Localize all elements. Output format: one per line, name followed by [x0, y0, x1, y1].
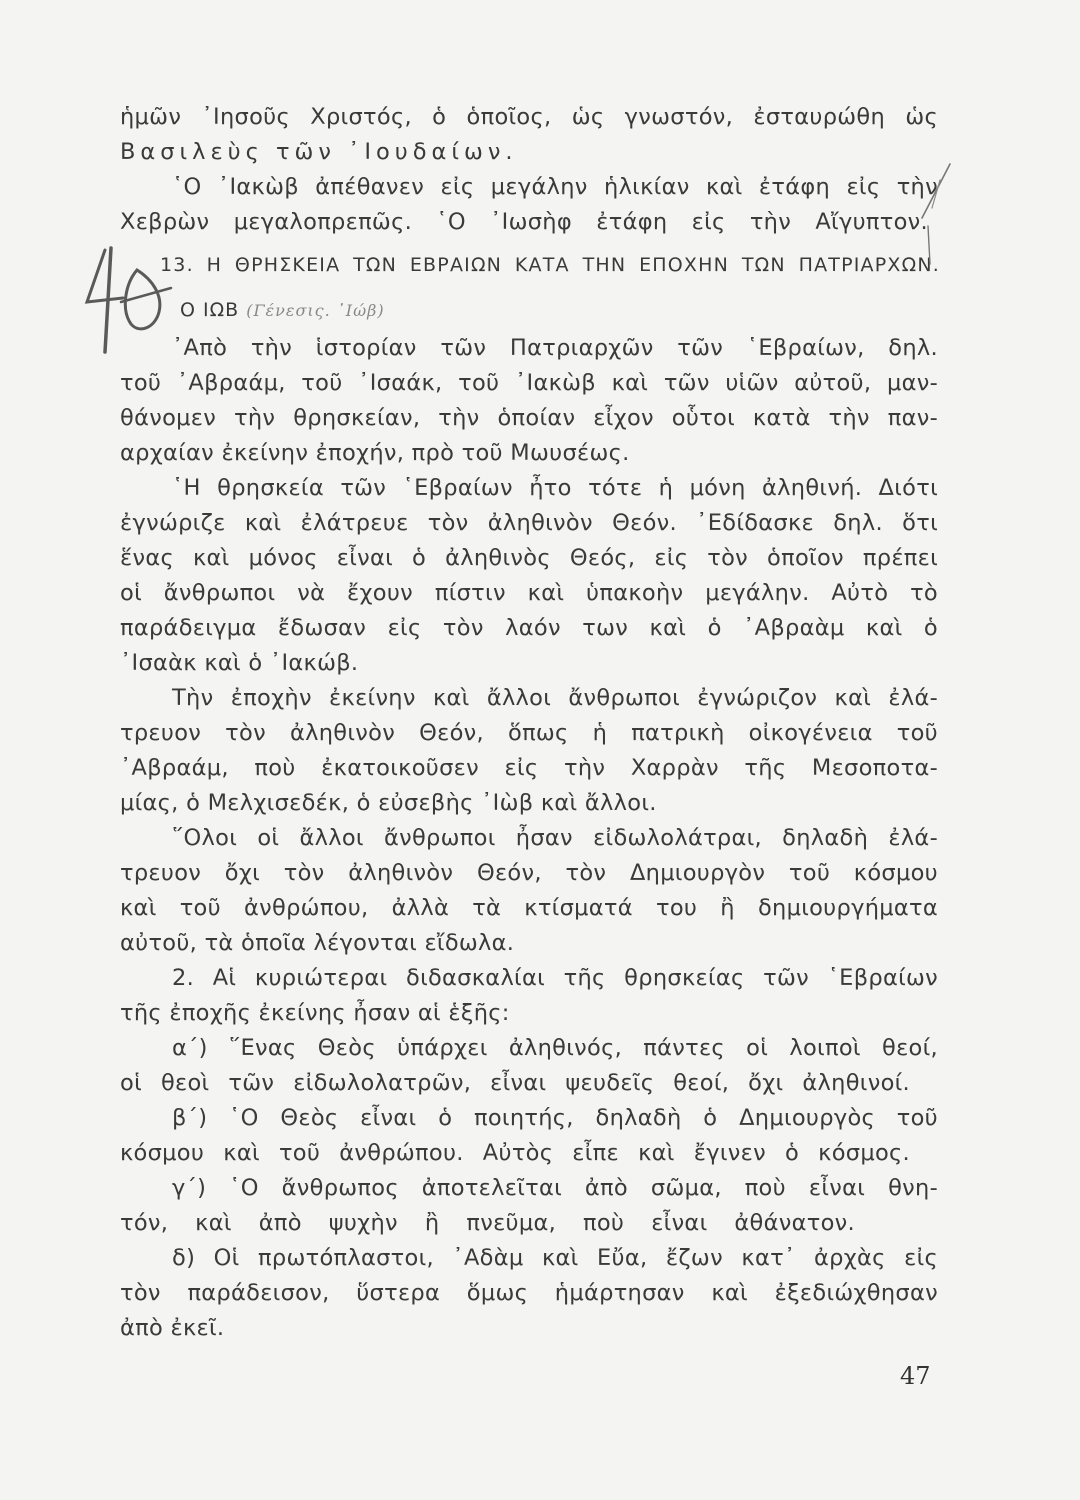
section-subheading [180, 296, 385, 325]
page-number: 47 [900, 1362, 931, 1390]
section-heading: 13. Η ΘΡΗΣΚΕΙΑ ΤΩΝ ΕΒΡΑΙΩΝ ΚΑΤΑ ΤΗΝ ΕΠΟΧΗΝ ΤΩΝ ΠΑΤΡΙΑΡΧΩΝ. [160, 254, 940, 276]
text-line: δ) Οἱ πρωτόπλαστοι, ᾿Αδὰμ καὶ Εὔα, ἔζων κατ᾿ ἀρχὰς εἰς [172, 1245, 938, 1271]
text-line: αρχαίαν ἐκείνην ἐποχήν, πρὸ τοῦ Μωυσέως. [120, 440, 630, 466]
text-line: κόσμου καὶ τοῦ ἀνθρώπου. Αὐτὸς εἶπε καὶ ἔγινεν ὁ κόσμος. [120, 1140, 910, 1166]
text-line: β΄) ῾Ο Θεὸς εἶναι ὁ ποιητής, δηλαδὴ ὁ Δημιουργὸς τοῦ [172, 1105, 938, 1131]
text-line: ἐγνώριζε καὶ ἐλάτρευε τὸν ἀληθινὸν Θεόν. ᾿Εδίδασκε δηλ. ὅτι [120, 510, 938, 536]
text-line: οἱ θεοὶ τῶν εἰδωλολατρῶν, εἶναι ψευδεῖς θεοί, ὄχι ἀληθινοί. [120, 1070, 910, 1096]
text-line: οἱ ἄνθρωποι νὰ ἔχουν πίστιν καὶ ὑπακοὴν μεγάλην. Αὐτὸ τὸ [120, 580, 938, 606]
text-line: α΄) ῞Ενας Θεὸς ὑπάρχει ἀληθινός, πάντες οἱ λοιποὶ θεοί, [172, 1035, 938, 1061]
text-line: Τὴν ἐποχὴν ἐκείνην καὶ ἄλλοι ἄνθρωποι ἐγνώριζον καὶ ἐλά- [172, 685, 938, 711]
text-line: Βασιλεὺς τῶν ᾿Ιουδαίων. [120, 139, 518, 165]
text-line: ῾Ο ᾿Ιακὼβ ἀπέθανεν εἰς μεγάλην ἡλικίαν καὶ ἐτάφη εἰς τὴν [172, 174, 938, 200]
text-line: ᾿Απὸ τὴν ἱστορίαν τῶν Πατριαρχῶν τῶν ῾Εβραίων, δηλ. [172, 335, 938, 361]
text-line: τόν, καὶ ἀπὸ ψυχὴν ἢ πνεῦμα, ποὺ εἶναι ἀθάνατον. [120, 1210, 855, 1236]
subheading-title: Ο ΙΩΒ [180, 299, 240, 321]
margin-check-mark [888, 160, 958, 270]
text-line: καὶ τοῦ ἀνθρώπου, ἀλλὰ τὰ κτίσματά του ἢ δημιουργήματα [120, 895, 938, 921]
text-line: τρευον ὄχι τὸν ἀληθινὸν Θεόν, τὸν Δημιουργὸν τοῦ κόσμου [120, 860, 938, 886]
text-line: γ΄) ῾Ο ἄνθρωπος ἀποτελεῖται ἀπὸ σῶμα, ποὺ εἶναι θνη- [172, 1175, 938, 1201]
text-line: τῆς ἐποχῆς ἐκείνης ἦσαν αἱ ἑξῆς: [120, 1000, 510, 1026]
text-line: 2. Αἱ κυριώτεραι διδασκαλίαι τῆς θρησκείας τῶν ῾Εβραίων [172, 965, 938, 991]
handwritten-number-mark [75, 240, 185, 360]
text-line: μίας, ὁ Μελχισεδέκ, ὁ εὐσεβὴς ᾿Ιὼβ καὶ ἄλλοι. [120, 790, 657, 816]
subheading-reference: (Γένεσις. ᾿Ιώβ) [246, 301, 385, 320]
text-line: ᾿Ισαὰκ καὶ ὁ ᾿Ιακώβ. [120, 650, 359, 676]
text-line: τρευον τὸν ἀληθινὸν Θεόν, ὅπως ἡ πατρικὴ οἰκογένεια τοῦ [120, 720, 938, 746]
text-line: ἡμῶν ᾿Ιησοῦς Χριστός, ὁ ὁποῖος, ὡς γνωστόν, ἐσταυρώθη ὡς [120, 104, 938, 130]
text-line: αὐτοῦ, τὰ ὁποῖα λέγονται εἴδωλα. [120, 930, 515, 956]
text-line: ἕνας καὶ μόνος εἶναι ὁ ἀληθινὸς Θεός, εἰς τὸν ὁποῖον πρέπει [120, 545, 938, 571]
text-line: ῞Ολοι οἱ ἄλλοι ἄνθρωποι ἦσαν εἰδωλολάτραι, δηλαδὴ ἐλά- [172, 825, 938, 851]
text-line: παράδειγμα ἔδωσαν εἰς τὸν λαόν των καὶ ὁ ᾿Αβραὰμ καὶ ὁ [120, 615, 938, 641]
text-line: ἀπὸ ἐκεῖ. [120, 1315, 225, 1341]
text-line: ῾Η θρησκεία τῶν ῾Εβραίων ἦτο τότε ἡ μόνη ἀληθινή. Διότι [172, 475, 938, 501]
text-line: ᾿Αβραάμ, ποὺ ἐκατοικοῦσεν εἰς τὴν Χαρρὰν τῆς Μεσοποτα- [120, 755, 938, 781]
text-line: Χεβρὼν μεγαλοπρεπῶς. ῾Ο ᾿Ιωσὴφ ἐτάφη εἰς τὴν Αἴγυπτον. [120, 209, 928, 235]
text-line: τοῦ ᾿Αβραάμ, τοῦ ᾿Ισαάκ, τοῦ ᾿Ιακὼβ καὶ τῶν υἱῶν αὐτοῦ, μαν- [120, 370, 938, 396]
text-line: θάνομεν τὴν θρησκείαν, τὴν ὁποίαν εἶχον οὗτοι κατὰ τὴν παν- [120, 405, 938, 431]
text-line: τὸν παράδεισον, ὕστερα ὅμως ἡμάρτησαν καὶ ἐξεδιώχθησαν [120, 1280, 938, 1306]
